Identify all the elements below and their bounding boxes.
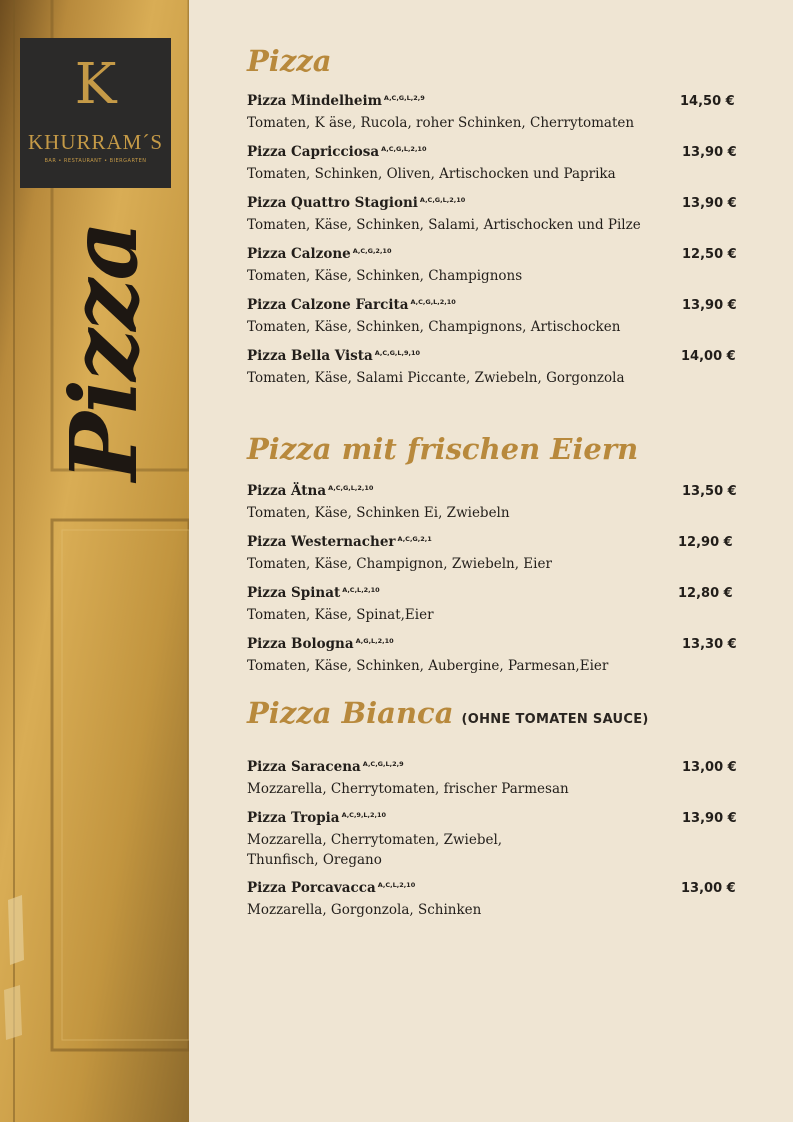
menu-item — [247, 810, 737, 870]
item-name-line — [247, 759, 737, 775]
section-title-text: Pizza — [247, 44, 332, 78]
item-allergens: A,C,G,2,1 — [397, 535, 432, 543]
item-allergens: A,C,G,L,2,10 — [410, 298, 456, 306]
item-description — [247, 779, 737, 799]
item-name-line — [247, 348, 737, 364]
item-description — [247, 368, 737, 388]
item-description-line: Thunfisch, Oregano — [247, 852, 382, 868]
item-description-line: Tomaten, Käse, Schinken, Salami, Artischocken und Pilze — [247, 217, 641, 233]
item-price: 13,50 € — [682, 484, 737, 499]
item-description — [247, 900, 737, 920]
item-allergens: A,C,9,L,2,10 — [341, 811, 387, 819]
item-allergens: A,C,G,L,2,9 — [383, 94, 425, 102]
menu-item — [247, 144, 737, 184]
item-description-line: Tomaten, Schinken, Oliven, Artischocken und Paprika — [247, 166, 616, 182]
item-description-line: Tomaten, Käse, Schinken Ei, Zwiebeln — [247, 505, 510, 521]
menu-item — [247, 297, 737, 337]
logo-letter: K — [74, 52, 117, 117]
item-name: Pizza Calzone — [247, 246, 351, 262]
item-name-line — [247, 636, 737, 652]
item-allergens: A,C,G,L,2,9 — [362, 760, 404, 768]
item-description — [247, 113, 737, 133]
item-description — [247, 317, 737, 337]
item-name: Pizza Ätna — [247, 483, 327, 499]
item-allergens: A,C,G,2,10 — [352, 247, 392, 255]
item-price: 13,00 € — [682, 760, 737, 775]
item-description — [247, 830, 737, 870]
menu-item — [247, 246, 737, 286]
item-description-line: Tomaten, Käse, Champignon, Zwiebeln, Eier — [247, 556, 552, 572]
item-price: 13,90 € — [682, 811, 737, 826]
item-description — [247, 605, 737, 625]
item-allergens: A,G,L,2,10 — [355, 637, 394, 645]
item-name: Pizza Bella Vista — [247, 348, 373, 364]
menu-item — [247, 93, 737, 133]
item-description-line: Tomaten, Käse, Schinken, Champignons — [247, 268, 523, 284]
item-price: 13,90 € — [682, 298, 737, 313]
item-allergens: A,C,G,L,2,10 — [381, 145, 427, 153]
logo-name: KHURRAM´S — [27, 130, 164, 154]
section-note: (OHNE TOMATEN SAUCE) — [461, 712, 649, 727]
item-name-line — [247, 93, 737, 109]
menu-item — [247, 534, 737, 574]
item-description-line: Tomaten, Käse, Spinat,Eier — [247, 607, 434, 623]
section-title — [247, 696, 649, 730]
item-description — [247, 266, 737, 286]
item-allergens: A,C,G,L,2,10 — [328, 484, 374, 492]
side-title: Pizza — [50, 222, 158, 482]
item-name-line — [247, 880, 737, 896]
item-description-line: Mozzarella, Cherrytomaten, Zwiebel, — [247, 832, 503, 848]
item-description — [247, 656, 737, 676]
item-description-line: Mozzarella, Cherrytomaten, frischer Parmesan — [247, 781, 569, 797]
item-name-line — [247, 195, 737, 211]
item-name: Pizza Mindelheim — [247, 93, 382, 109]
menu-item — [247, 759, 737, 799]
item-description — [247, 554, 737, 574]
item-name: Pizza Tropia — [247, 810, 340, 826]
item-price: 14,00 € — [681, 349, 736, 364]
item-description — [247, 503, 737, 523]
item-allergens: A,C,L,2,10 — [342, 586, 380, 594]
item-name-line — [247, 297, 737, 313]
item-name-line — [247, 144, 737, 160]
section-title — [247, 432, 638, 466]
menu-item — [247, 483, 737, 523]
item-description-line: Tomaten, Käse, Schinken, Champignons, Artischocken — [247, 319, 621, 335]
menu-item — [247, 636, 737, 676]
section-title-text: Pizza mit frischen Eiern — [247, 432, 639, 466]
menu-item — [247, 585, 737, 625]
menu-item — [247, 348, 737, 388]
item-price: 12,80 € — [678, 586, 733, 601]
item-price: 12,50 € — [682, 247, 737, 262]
item-name-line — [247, 534, 737, 550]
item-name-line — [247, 246, 737, 262]
item-name-line — [247, 585, 737, 601]
item-allergens: A,C,G,L,9,10 — [374, 349, 421, 357]
item-description-line: Tomaten, Käse, Schinken, Aubergine, Parmesan,Eier — [247, 658, 609, 674]
section-title — [247, 44, 332, 78]
item-description — [247, 215, 737, 235]
item-price: 13,90 € — [682, 145, 737, 160]
item-name: Pizza Calzone Farcita — [247, 297, 409, 313]
item-name: Pizza Bologna — [247, 636, 354, 652]
item-name: Pizza Spinat — [247, 585, 341, 601]
item-price: 13,30 € — [682, 637, 737, 652]
item-price: 13,90 € — [682, 196, 737, 211]
item-name: Pizza Porcavacca — [247, 880, 376, 896]
item-allergens: A,C,G,L,2,10 — [419, 196, 466, 204]
item-price: 14,50 € — [680, 94, 735, 109]
item-name: Pizza Saracena — [247, 759, 361, 775]
item-description-line: Tomaten, K äse, Rucola, roher Schinken, Cherrytomaten — [247, 115, 635, 131]
item-price: 13,00 € — [681, 881, 736, 896]
logo-tagline: BAR • RESTAURANT • BIERGARTEN — [44, 158, 147, 164]
restaurant-logo — [20, 38, 171, 188]
item-name-line — [247, 483, 737, 499]
menu-item — [247, 195, 737, 235]
side-door-panel — [0, 0, 189, 1122]
item-name: Pizza Quattro Stagioni — [247, 195, 418, 211]
item-name: Pizza Westernacher — [247, 534, 396, 550]
item-description — [247, 164, 737, 184]
item-description-line: Mozzarella, Gorgonzola, Schinken — [247, 902, 482, 918]
item-price: 12,90 € — [678, 535, 733, 550]
item-name-line — [247, 810, 737, 826]
item-name: Pizza Capricciosa — [247, 144, 380, 160]
item-description-line: Tomaten, Käse, Salami Piccante, Zwiebeln, Gorgonzola — [247, 370, 625, 386]
menu-item — [247, 880, 737, 920]
item-allergens: A,C,L,2,10 — [377, 881, 416, 889]
section-title-text: Pizza Bianca — [247, 696, 454, 730]
